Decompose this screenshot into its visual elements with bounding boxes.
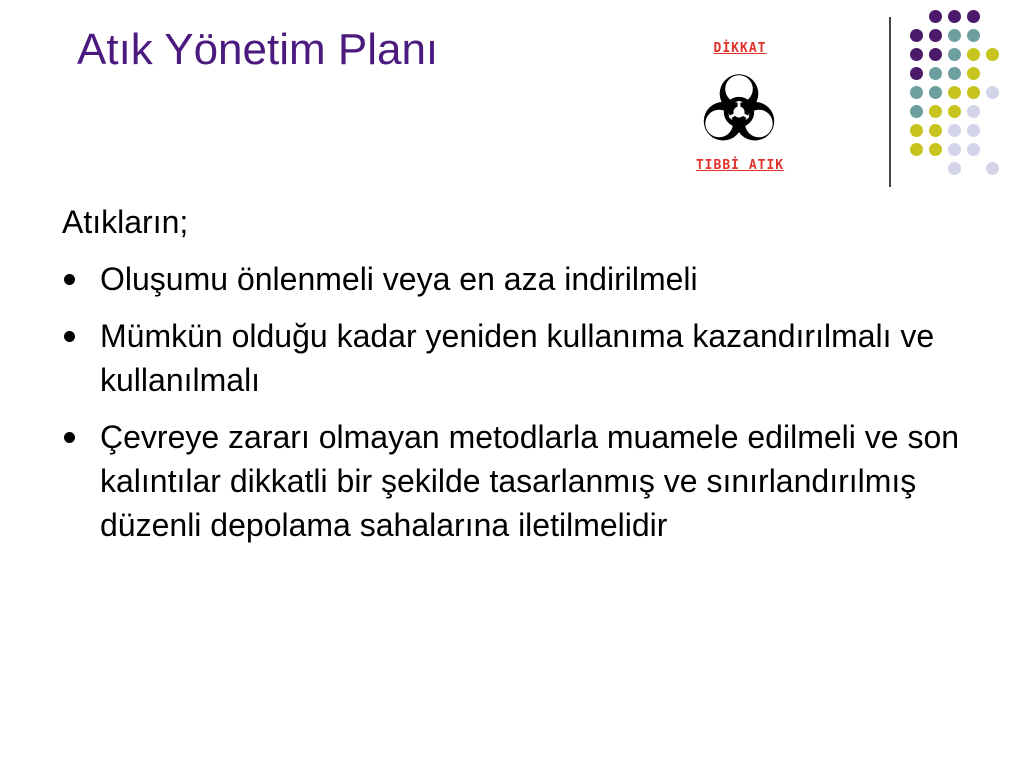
bullet-icon (64, 331, 75, 342)
decorative-dot (948, 67, 961, 80)
bullet-text: Oluşumu önlenmeli veya en aza indirilmeli (100, 261, 698, 297)
intro-text: Atıkların; (62, 204, 189, 240)
decorative-dot (948, 124, 961, 137)
list-item (62, 314, 982, 402)
decorative-dot (910, 86, 923, 99)
decorative-dot (948, 105, 961, 118)
decorative-dot (929, 29, 942, 42)
decorative-dot (910, 67, 923, 80)
decorative-dot (948, 162, 961, 175)
decorative-dot-grid (900, 10, 1010, 170)
decorative-dot (948, 143, 961, 156)
decorative-dot (929, 48, 942, 61)
list-item (62, 257, 982, 301)
warning-top-label: DİKKAT (713, 41, 767, 56)
decorative-dot (967, 10, 980, 23)
decorative-dot (929, 105, 942, 118)
biohazard-icon (693, 66, 785, 158)
decorative-dot (967, 124, 980, 137)
list-item (62, 415, 982, 547)
decorative-dot (986, 162, 999, 175)
bullet-list (62, 257, 982, 547)
decorative-dot (967, 143, 980, 156)
decorative-dot (967, 105, 980, 118)
decorative-dot (910, 48, 923, 61)
decorative-dot (967, 86, 980, 99)
decorative-dot (967, 48, 980, 61)
header-divider (889, 17, 891, 187)
decorative-dot (986, 86, 999, 99)
decorative-dot (910, 124, 923, 137)
decorative-dot (929, 143, 942, 156)
decorative-dot (948, 29, 961, 42)
decorative-dot (929, 67, 942, 80)
decorative-dot (967, 29, 980, 42)
decorative-dot (910, 143, 923, 156)
decorative-dot (929, 124, 942, 137)
decorative-dot (948, 10, 961, 23)
decorative-dot (929, 86, 942, 99)
bullet-text: Çevreye zararı olmayan metodlarla muamele edilmeli ve son kalıntılar dikkatli bir şekilde tasarlanmış ve sınırlandırılmış düzenli depolama sahalarına iletilmelidir (100, 419, 960, 543)
decorative-dot (929, 10, 942, 23)
warning-bottom-label: TIBBİ ATIK (695, 158, 785, 173)
decorative-dot (910, 29, 923, 42)
bullet-text: Mümkün olduğu kadar yeniden kullanıma kazandırılmalı ve kullanılmalı (100, 318, 935, 398)
decorative-dot (967, 67, 980, 80)
decorative-dot (948, 86, 961, 99)
slide-body (62, 200, 982, 560)
bullet-icon (64, 274, 75, 285)
decorative-dot (910, 105, 923, 118)
medical-waste-warning-sign (675, 36, 805, 186)
bullet-icon (64, 432, 75, 443)
slide-title: Atık Yönetim Planı (77, 25, 439, 74)
decorative-dot (948, 48, 961, 61)
decorative-dot (986, 48, 999, 61)
